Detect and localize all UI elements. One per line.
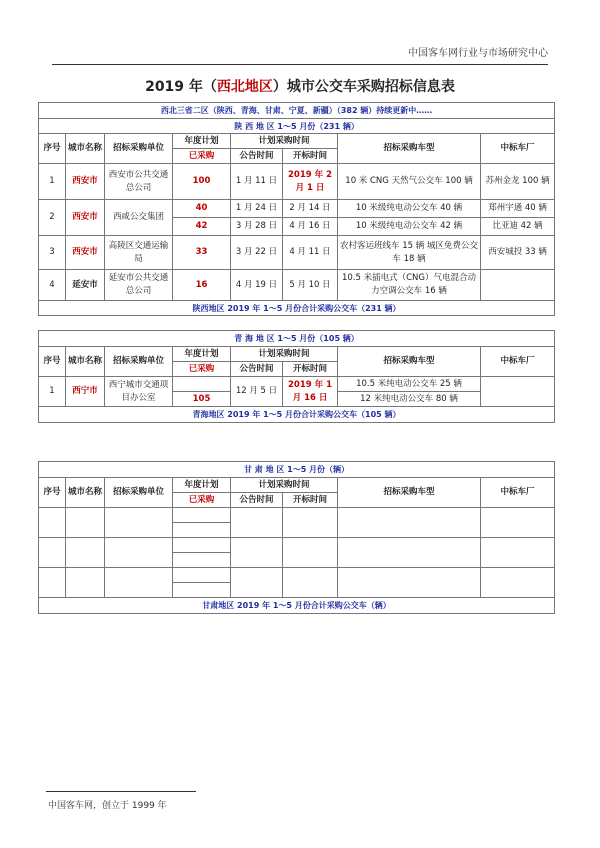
cell-notice: 4 月 19 日 [231,270,283,301]
cell-unit: 高陵区交通运输局 [105,236,173,270]
cell-vehicle: 10.5 米插电式（CNG）气电混合动力空调公交车 16 辆 [338,270,481,301]
cell-unit [105,538,173,568]
col-vehicle: 招标采购车型 [338,347,481,377]
table-row [39,377,555,392]
gansu-summary: 甘肃地区 2019 年 1～5 月份合计采购公交车（辆） [39,598,555,614]
cell-seq [39,538,66,568]
col-annual-plan: 年度计划 [173,478,231,493]
table-row [39,508,555,523]
cell-seq: 2 [39,200,66,236]
cell-unit: 西咸公交集团 [105,200,173,236]
cell-purchased: 105 [173,392,231,407]
cell-annual: 100 [173,164,231,200]
cell-vehicle: 农村客运班线车 15 辆 城区免费公交车 18 辆 [338,236,481,270]
gansu-banner: 甘 肃 地 区 1～5 月份（辆） [39,462,555,478]
cell-seq: 1 [39,377,66,407]
table-row [39,236,555,270]
col-seq: 序号 [39,134,66,164]
cell-notice: 1 月 24 日 [231,200,283,218]
cell-bid: 2019 年 2 月 1 日 [283,164,338,200]
col-purchased: 已采购 [173,493,231,508]
cell-winner [481,568,555,598]
cell-bid: 2 月 14 日 [283,200,338,218]
cell-unit: 西宁城市交通项目办公室 [105,377,173,407]
cell-unit [105,568,173,598]
cell-winner: 苏州金龙 100 辆 [481,164,555,200]
cell-city: 西安市 [66,236,105,270]
shaanxi-table [38,102,555,316]
cell-city: 西宁市 [66,377,105,407]
col-annual-plan: 年度计划 [173,134,231,149]
col-plan-time: 计划采购时间 [231,134,338,149]
cell-vehicle: 12 米纯电动公交车 80 辆 [338,392,481,407]
col-bid-time: 开标时间 [283,149,338,164]
col-seq: 序号 [39,478,66,508]
cell-vehicle [338,538,481,568]
col-unit: 招标采购单位 [105,347,173,377]
title-suffix: ）城市公交车采购招标信息表 [272,79,455,95]
col-city: 城市名称 [66,478,105,508]
cell-vehicle [338,568,481,598]
cell-notice: 1 月 11 日 [231,164,283,200]
region-summary-banner: 西北三省二区（陕西、青海、甘肃、宁夏、新疆）（382 辆）持续更新中…… [39,103,555,119]
col-notice-time: 公告时间 [231,362,283,377]
cell-notice: 3 月 22 日 [231,236,283,270]
cell-bid [283,538,338,568]
col-bid-time: 开标时间 [283,493,338,508]
col-notice-time: 公告时间 [231,493,283,508]
title-region: 西北地区 [216,79,273,95]
col-unit: 招标采购单位 [105,478,173,508]
cell-city: 延安市 [66,270,105,301]
col-purchased: 已采购 [173,149,231,164]
cell-city [66,568,105,598]
cell-annual: 40 [173,200,231,218]
cell-notice: 3 月 28 日 [231,218,283,236]
table-row [39,270,555,301]
col-annual-plan: 年度计划 [173,347,231,362]
col-plan-time: 计划采购时间 [231,347,338,362]
title-prefix: 2019 年（ [145,79,217,95]
col-purchased: 已采购 [173,362,231,377]
col-city: 城市名称 [66,347,105,377]
cell-city: 西安市 [66,164,105,200]
cell-seq: 1 [39,164,66,200]
col-bid-time: 开标时间 [283,362,338,377]
cell-bid [283,568,338,598]
col-city: 城市名称 [66,134,105,164]
cell-seq [39,508,66,538]
cell-vehicle: 10 米 CNG 天然气公交车 100 辆 [338,164,481,200]
cell-winner: 西安城投 33 辆 [481,236,555,270]
cell-winner [481,508,555,538]
cell-winner [481,377,555,407]
cell-bid: 2019 年 1 月 16 日 [283,377,338,407]
col-vehicle: 招标采购车型 [338,478,481,508]
cell-vehicle [338,508,481,538]
shaanxi-summary: 陕西地区 2019 年 1～5 月份合计采购公交车（231 辆） [39,301,555,316]
cell-notice [231,538,283,568]
table-row [39,568,555,583]
cell-purchased [173,523,231,538]
cell-winner: 比亚迪 42 辆 [481,218,555,236]
shaanxi-banner: 陕 西 地 区 1～5 月份（231 辆） [39,119,555,134]
cell-purchased [173,583,231,598]
cell-annual [173,538,231,553]
col-winner: 中标车厂 [481,347,555,377]
cell-winner [481,270,555,301]
col-vehicle: 招标采购车型 [338,134,481,164]
cell-unit [105,508,173,538]
gansu-table [38,461,555,614]
qinghai-banner: 青 海 地 区 1～5 月份（105 辆） [39,331,555,347]
cell-seq: 3 [39,236,66,270]
footer-rule [46,791,196,792]
cell-purchased [173,553,231,568]
cell-bid: 4 月 16 日 [283,218,338,236]
document-title [0,76,600,96]
col-plan-time: 计划采购时间 [231,478,338,493]
cell-annual: 16 [173,270,231,301]
cell-notice [231,508,283,538]
footer-text: 中国客车网，创立于 1999 年 [48,801,167,811]
cell-city [66,508,105,538]
cell-unit: 西安市公共交通总公司 [105,164,173,200]
cell-city: 西安市 [66,200,105,236]
table-row [39,200,555,218]
col-winner: 中标车厂 [481,134,555,164]
col-notice-time: 公告时间 [231,149,283,164]
cell-annual: 42 [173,218,231,236]
col-seq: 序号 [39,347,66,377]
cell-bid [283,508,338,538]
cell-annual: 33 [173,236,231,270]
cell-seq [39,568,66,598]
cell-vehicle: 10.5 米纯电动公交车 25 辆 [338,377,481,392]
cell-annual [173,377,231,392]
cell-vehicle: 10 米级纯电动公交车 40 辆 [338,200,481,218]
cell-winner: 郑州宇通 40 辆 [481,200,555,218]
cell-vehicle: 10 米级纯电动公交车 42 辆 [338,218,481,236]
cell-annual [173,508,231,523]
cell-winner [481,538,555,568]
qinghai-table [38,330,555,423]
table-row [39,538,555,553]
cell-city [66,538,105,568]
qinghai-summary: 青海地区 2019 年 1～5 月份合计采购公交车（105 辆） [39,407,555,423]
cell-notice [231,568,283,598]
cell-annual [173,568,231,583]
col-winner: 中标车厂 [481,478,555,508]
header-org: 中国客车网行业与市场研究中心 [408,48,548,59]
header-rule [52,64,548,65]
col-unit: 招标采购单位 [105,134,173,164]
cell-unit: 延安市公共交通总公司 [105,270,173,301]
table-row [39,164,555,200]
cell-bid: 5 月 10 日 [283,270,338,301]
cell-bid: 4 月 11 日 [283,236,338,270]
cell-notice: 12 月 5 日 [231,377,283,407]
cell-seq: 4 [39,270,66,301]
